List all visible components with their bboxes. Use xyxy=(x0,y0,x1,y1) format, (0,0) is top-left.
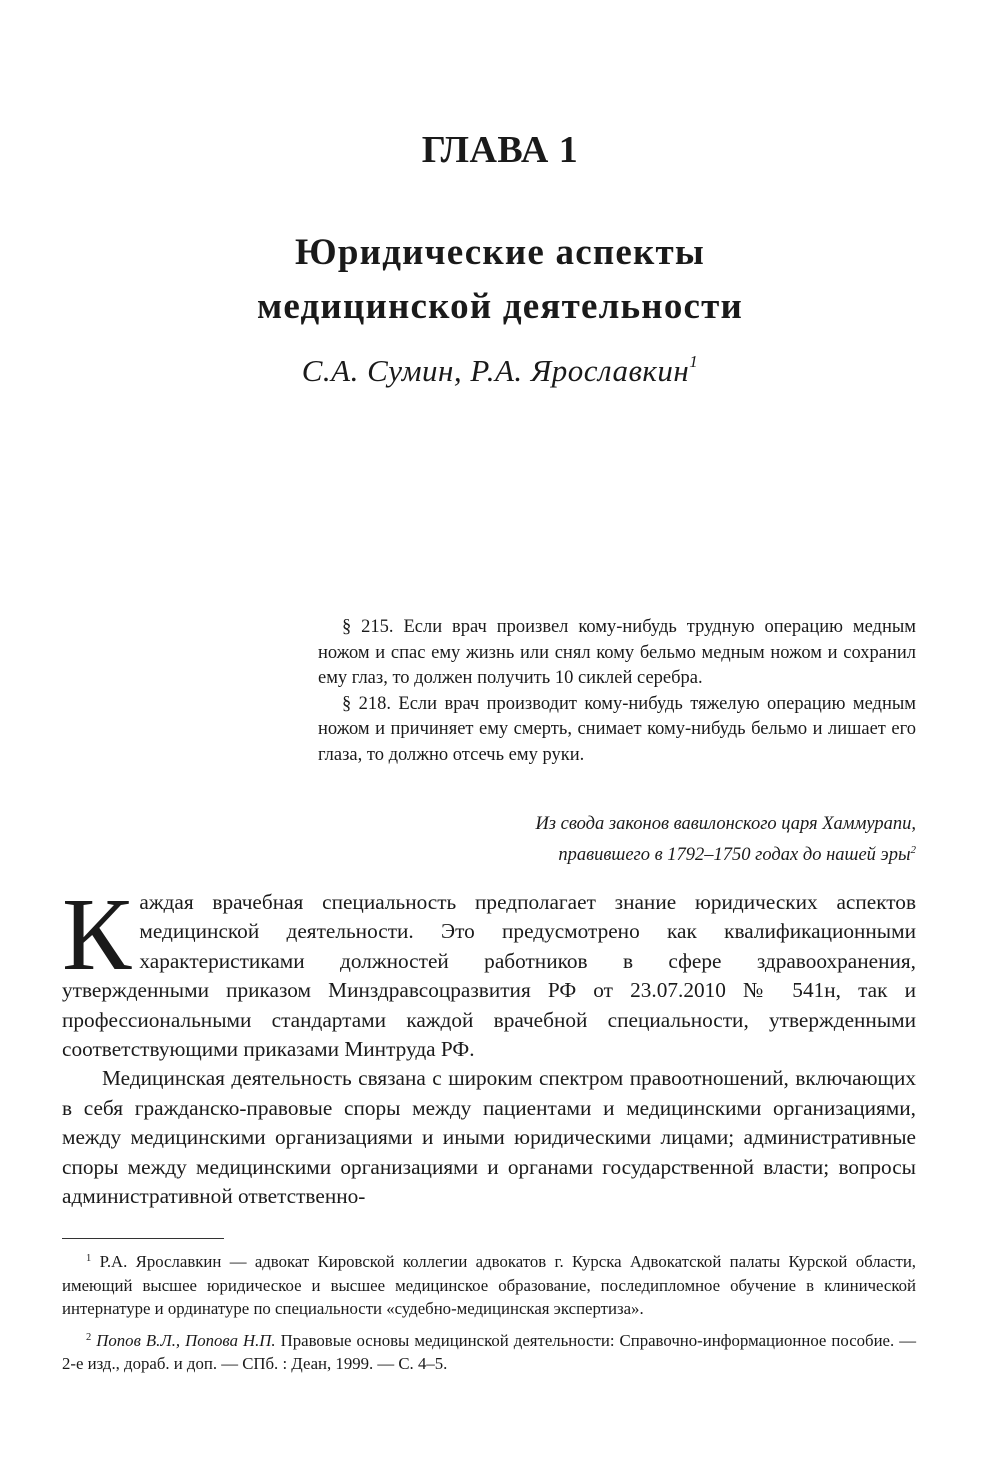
drop-cap: К xyxy=(62,877,132,992)
body-paragraph-2: Медицинская деятельность связана с широким спектром правоотношений, включающих в себя гражданско-правовые споры между пациентами и медицинскими организациями, между медицинскими организациями и иными юридическими лицами; административные споры между медицинскими организациями и органами государственной власти; вопросы административной ответственно- xyxy=(62,1066,916,1209)
chapter-heading: ГЛАВА 1 xyxy=(421,129,579,171)
epigraph-source-line-2 xyxy=(535,838,916,869)
footnote-1-mark: 1 xyxy=(86,1253,92,1264)
footnote-2-author: Попов В.Л., Попова Н.П. xyxy=(96,1330,276,1350)
footnote-separator xyxy=(62,1238,224,1239)
footnote-1 xyxy=(62,1247,916,1321)
footnote-1-text: Р.А. Ярославкин — адвокат Кировской коллегии адвокатов г. Курска Адвокатской палаты Курской области, имеющий высшее юридическое и высшее медицинское образование, последипломное обучение в клинической интернатуре и ординатуре по специальности «судебно-медицинская экспертиза». xyxy=(62,1252,916,1318)
chapter-title-line-2: медицинской деятельности xyxy=(256,286,744,327)
epigraph-paragraph-218: § 218. Если врач производит кому-нибудь тяжелую операцию медным ножом и причиняет ему смерть, снимает кому-нибудь бельмо и лишает его глаза, то должно отсечь ему руки. xyxy=(318,693,916,765)
body-paragraph-1-text: аждая врачебная специальность предполагает знание юридических аспектов медицинской деятельности. Это предусмотрено как квалификационными характеристиками должностей работников в сфере здравоохранения, утвержденными приказом Минздравсоцразвития РФ от 23.07.2010 № 541н, так и профессиональными стандартами каждой врачебной специальности, утвержденными соответствующими приказами Минтруда РФ. xyxy=(62,890,916,1062)
authors-line xyxy=(0,352,1000,389)
epigraph-source-line-1: Из свода законов вавилонского царя Хаммурапи, xyxy=(535,814,916,834)
footnote-2 xyxy=(62,1326,916,1376)
epigraph-source xyxy=(535,812,916,868)
main-text xyxy=(62,877,916,1211)
epigraph-source-line-2-text: правившего в 1792–1750 годах до нашей эры xyxy=(558,844,911,865)
epigraph xyxy=(318,615,916,769)
chapter-title xyxy=(0,226,1000,334)
footnote-2-text: Правовые основы медицинской деятельности: Справочно-информационное пособие. — 2-е изд., дораб. и доп. — СПб. : Деан, 1999. — С. 4–5. xyxy=(62,1330,917,1373)
author-names: С.А. Сумин, Р.А. Ярославкин xyxy=(301,353,690,388)
epigraph-paragraph-215: § 215. Если врач произвел кому-нибудь трудную операцию медным ножом и спас ему жизнь или снял кому бельмо медным ножом и сохранил ему глаз, то должен получить 10 сиклей серебра. xyxy=(318,617,916,689)
body-paragraph-1 xyxy=(62,877,916,1064)
footnotes xyxy=(62,1247,916,1381)
author-footnote-mark[interactable]: 1 xyxy=(689,352,699,371)
chapter-title-line-1: Юридические аспекты xyxy=(295,232,705,273)
epigraph-footnote-mark[interactable]: 2 xyxy=(910,843,916,856)
footnote-2-mark: 2 xyxy=(86,1331,92,1343)
